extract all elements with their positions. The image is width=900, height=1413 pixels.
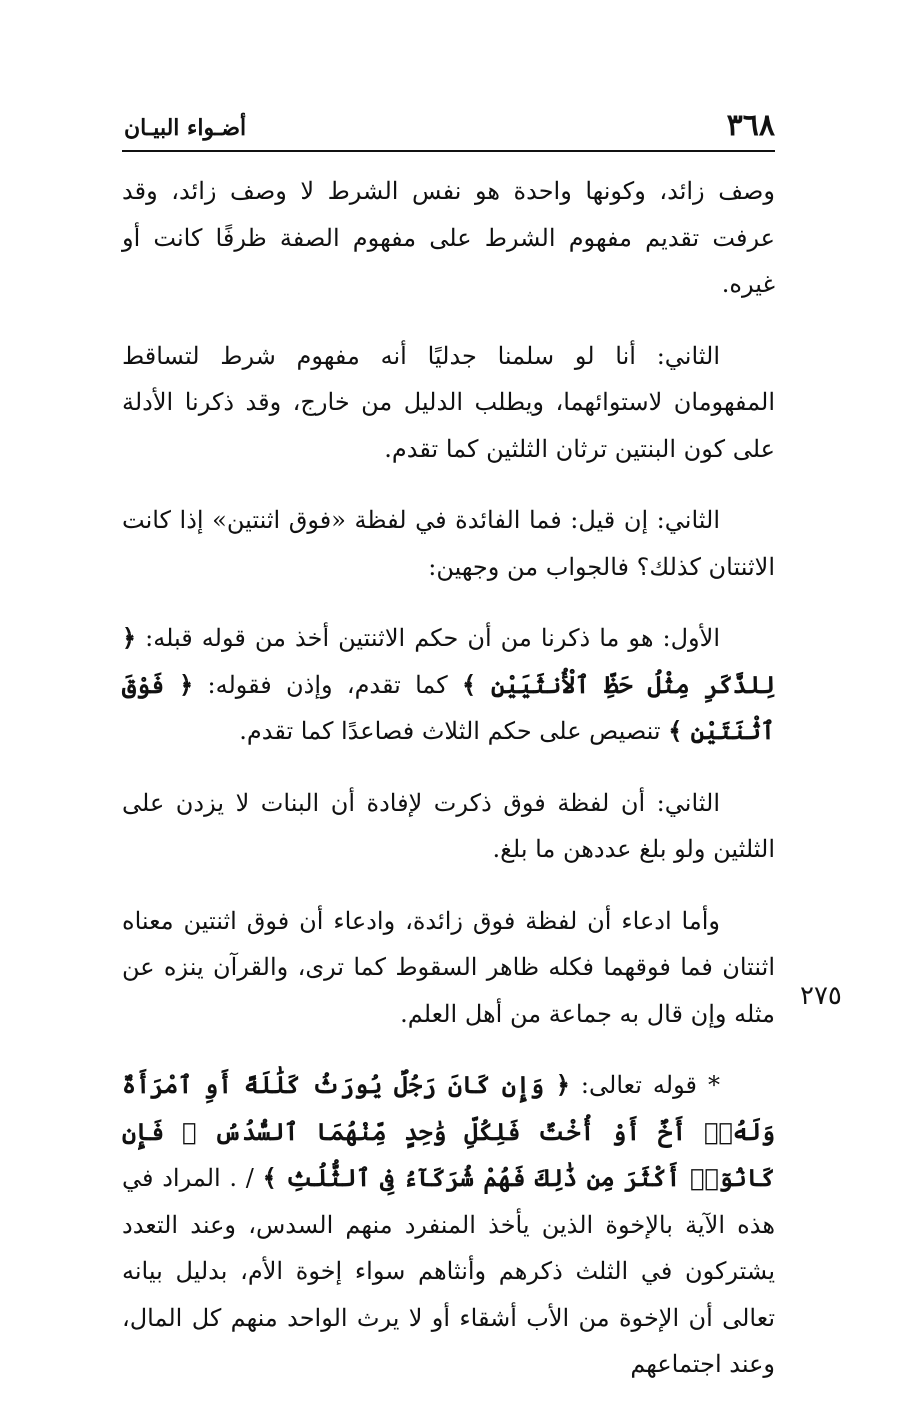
quran-verse-1: ﴿ لِلذَّكَرِ مِثْلُ حَظِّ ٱلْأُنثَيَيْنِ ﴾: [122, 623, 775, 699]
paragraph-6: وأما ادعاء أن لفظة فوق زائدة، وادعاء أن فوق اثنتين معناه اثنتان فما فوقهما فكله ظاهر السقوط كما ترى، والقرآن ينزه عن مثله وإن قال به جماعة من أهل العلم.: [122, 906, 775, 1028]
paragraph-7-intro: * قوله تعالى:: [580, 1071, 720, 1099]
paragraph-1: وصف زائد، وكونها واحدة هو نفس الشرط لا وصف زائد، وقد عرفت تقديم مفهوم الشرط على مفهوم الصفة ظرفًا كانت أو غيره.: [122, 177, 775, 298]
margin-page-number: ٢٧٥: [800, 981, 842, 1011]
paragraph-3: الثاني: إن قيل: فما الفائدة في لفظة «فوق اثنتين» إذا كانت الاثنتان كذلك؟ فالجواب من وجهين:: [122, 506, 775, 581]
paragraph-4-end: تنصيص على حكم الثلاث فصاعدًا كما تقدم.: [239, 717, 661, 745]
book-title: أضـواء البيـان: [124, 115, 247, 141]
paragraph-7-body: / . المراد في هذه الآية بالإخوة الذين يأخذ المنفرد منهم السدس، وعند التعدد يشتركون في الثلث ذكرهم وأنثاهم سواء إخوة الأم، بدليل بيانه تعالى أن الإخوة من الأب أشقاء أو لا يرث الواحد منهم كل المال، وعند اجتماعهم: [122, 1164, 776, 1378]
paragraph-5: الثاني: أن لفظة فوق ذكرت لإفادة أن البنات لا يزدن على الثلثين ولو بلغ عددهن ما بلغ.: [122, 788, 775, 863]
paragraph-4: [122, 615, 775, 755]
page-header: [122, 106, 775, 152]
paragraph-7: [122, 1062, 775, 1388]
paragraph-4-intro: الأول: هو ما ذكرنا من أن حكم الاثنتين أخذ من قوله قبله:: [145, 624, 720, 652]
paragraph-2: الثاني: أنا لو سلمنا جدليًا أنه مفهوم شرط لتساقط المفهومان لاستوائهما، ويطلب الدليل من خارج، وقد ذكرنا الأدلة على كون البنتين ترثان الثلثين كما تقدم.: [122, 341, 775, 463]
page-number: ٣٦٨: [726, 108, 775, 143]
quran-verse-3: ﴿ وَإِن كَانَ رَجُلٌ يُورَثُ كَلَٰلَةً أَوِ ٱمْرَأَةٌ وَلَهُۥٓ أَخٌ أَوْ أُخْتٌ فَلِكُلِّ وَٰحِدٍ مِّنْهُمَا ٱلسُّدُسُ ۚ فَإِن كَانُوٓا۟ أَكْثَرَ مِن ذَٰلِكَ فَهُمْ شُرَكَآءُ فِى ٱلثُّلُثِ ﴾: [122, 1070, 775, 1192]
quran-verse-2: ﴿ فَوْقَ ٱثْنَتَيْنِ ﴾: [122, 669, 775, 745]
paragraph-4-middle: كما تقدم، وإذن فقوله:: [207, 670, 448, 699]
page-body: [122, 168, 775, 1413]
